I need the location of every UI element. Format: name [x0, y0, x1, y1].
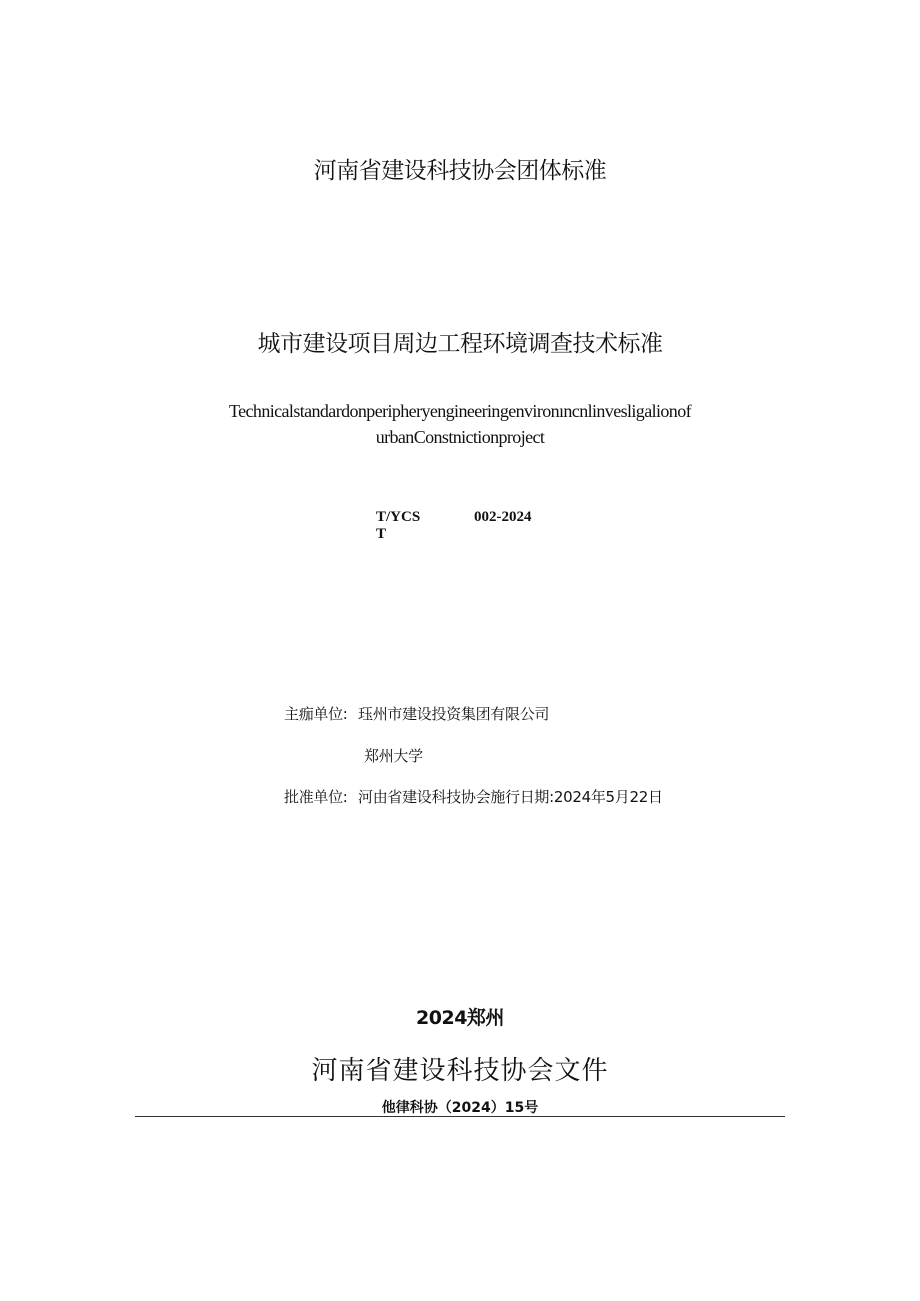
- standard-code-number: 002-2024: [474, 509, 532, 525]
- chief-unit-secondary: 郑州大学: [364, 747, 423, 765]
- approve-unit-and-date: 河由省建设科技协会施行日期:2024年5月22日: [358, 788, 663, 806]
- english-title: Technicalstandardonperipheryengineeringenvironıncnlinvesligalionof urbanConstnictionproject: [229, 401, 691, 447]
- document-header: 河南省建设科技协会文件: [311, 1056, 609, 1086]
- approve-unit-label: 批准单位:: [284, 788, 348, 806]
- org-title: 河南省建设科技协会团体标准: [313, 158, 607, 184]
- standard-code-prefix-suffix: T: [376, 526, 387, 542]
- document-number: 他律科协（2024）15号: [381, 1100, 539, 1116]
- standard-code-prefix: T/YCS: [376, 509, 421, 525]
- header-divider: [135, 1116, 785, 1117]
- chief-unit-label: 主痂单位:: [284, 705, 348, 723]
- place-date: 2024郑州: [416, 1007, 504, 1029]
- standard-title: 城市建设项目周边工程环境调查技术标准: [257, 331, 663, 357]
- chief-unit-primary: 珏州市建设投资集团有限公司: [358, 705, 550, 723]
